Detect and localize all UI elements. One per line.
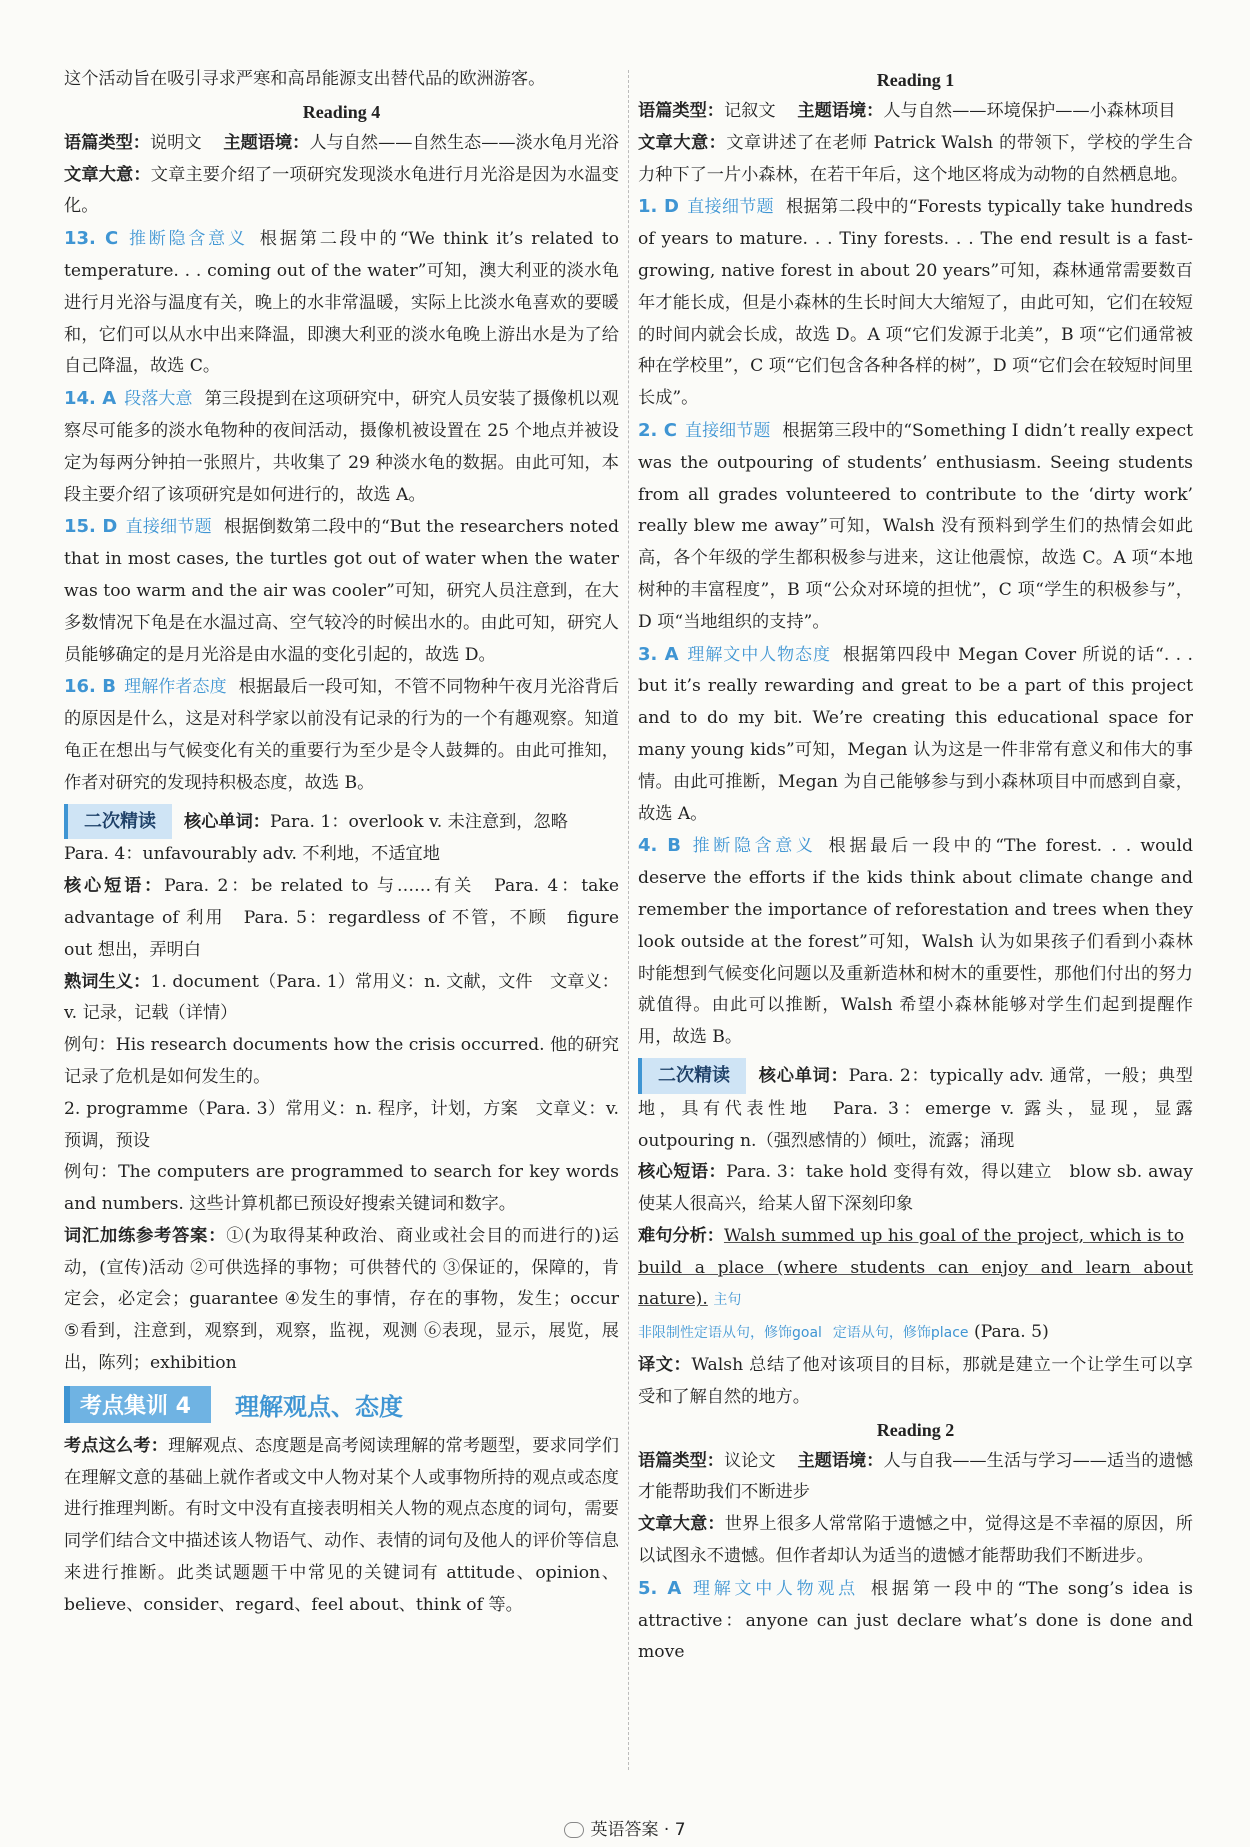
familiar-1: 1. document（Para. 1）常用义：n. 文献，文件 文章义：v. 记录，记载（详情） xyxy=(64,971,619,1024)
question-number: 15. D xyxy=(64,516,118,538)
question-5 xyxy=(638,1573,1193,1669)
core-words-value: Para. 1：overlook v. 未注意到，忽略 xyxy=(269,811,568,832)
question-16 xyxy=(64,671,619,799)
analysis-label: 难句分析： xyxy=(638,1225,724,1246)
example-2: 例句：The computers are programmed to search for key words and numbers. 这些计算机都已预设好搜索关键词和数字。 xyxy=(64,1162,619,1215)
question-explanation: 根据第二段中的“Forests typically take hundreds of years to mature. . . Tiny forests. . . The end result is a fast-growing, native forest in about 20 years”可知，森林通常需要数百年才能长成，但是小森林的生长时间大大缩短了，由此可知，它们在较短的时间内就会长成，故选 D。A 项“它们发源于北美”，B 项“它们通常被种在学校里”，C 项“它们包含各种各样的树”，D 项“它们会在较短时间里长成”。 xyxy=(638,197,1193,409)
question-number: 5. A xyxy=(638,1577,682,1599)
core-phrases-value: Para. 3：take hold 变得有效，得以建立 blow sb. away 使某人很高兴，给某人留下深刻印象 xyxy=(638,1162,1193,1215)
reading1-title: Reading 1 xyxy=(876,70,955,90)
core-phrases xyxy=(638,1157,1193,1221)
genre-label: 语篇类型： xyxy=(64,132,150,153)
note-b: 定语从句，修饰place xyxy=(832,1325,969,1342)
familiar-2: 2. programme（Para. 3）常用义：n. 程序，计划，方案 文章义：v. 预调，预设 xyxy=(64,1098,619,1151)
theme-label: 主题语境： xyxy=(223,132,310,153)
section-tag: 考点集训 4 xyxy=(64,1386,211,1423)
review-banner: 二次精读 xyxy=(638,1058,746,1094)
analysis-sentence-b: build a place (where students can enjoy and learn about nature). xyxy=(638,1257,1193,1310)
genre-value: 议论文 xyxy=(723,1450,776,1471)
question-explanation: 根据最后一段可知，不管不同物种午夜月光浴背后的原因是什么，这是对科学家以前没有记录的行为的一个有趣观察。知道龟正在想出与气候变化有关的重要行为至少是令人鼓舞的。由此可推知，作者对研究的发现持积极态度，故选 B。 xyxy=(64,677,620,793)
summary-value: 文章主要介绍了一项研究发现淡水龟进行月光浴是因为水温变化。 xyxy=(64,164,619,217)
example-1: 例句：His research documents how the crisis occurred. 他的研究记录了危机是如何发生的。 xyxy=(64,1035,619,1087)
genre-value: 记叙文 xyxy=(723,101,776,121)
analysis-para: (Para. 5) xyxy=(974,1322,1049,1343)
question-explanation: 第三段提到在这项研究中，研究人员安装了摄像机以观察尽可能多的淡水龟物种的夜间活动，摄像机被设置在 25 个地点并被设定为每两分钟拍一张照片，共收集了 29 种淡水龟的数据。由此可知，本段主要介绍了该项研究是如何进行的，故选 A。 xyxy=(64,389,619,505)
core-words-value: Para. 2：typically adv. 通常，一般；典型地，具有代表性地 Para. 3：emerge v. 露头，显现，显露 outpouring n.（强烈感情的）倾吐，流露；涌现 xyxy=(638,1065,1211,1151)
question-type: 直接细节题 xyxy=(686,197,774,218)
note-a: 非限制性定语从句，修饰goal xyxy=(638,1325,822,1342)
section-title: 理解观点、态度 xyxy=(234,1392,403,1421)
theme-value: 人与自然——自然生态——淡水龟月光浴 xyxy=(309,132,619,153)
question-type: 理解作者态度 xyxy=(123,677,227,698)
question-15 xyxy=(64,511,619,671)
core-words-2: Para. 4：unfavourably adv. 不利地，不适宜地 xyxy=(64,844,440,865)
section-header xyxy=(64,1386,619,1423)
question-explanation: 根据第三段中的“Something I didn’t really expect was the outpouring of students’ enthusiasm. Seeing students from all grades volunteered to contribute to the ‘dirty work’ really blew me away”可知，Walsh 没有预料到学生们的热情会如此高，各个年级的学生都积极参与进来，这让他震惊，故选 C。A 项“本地树种的丰富程度”，B 项“公众对环境的担忧”，C 项“学生的积极参与”，D 项“当地组织的支持”。 xyxy=(638,420,1194,632)
review-banner: 二次精读 xyxy=(64,804,172,840)
question-4 xyxy=(638,830,1193,1054)
reading4-summary xyxy=(64,160,619,224)
intro-text: 这个活动旨在吸引寻求严寒和高昂能源支出替代品的欧洲游客。 xyxy=(64,69,546,89)
theme-label: 主题语境： xyxy=(797,101,884,121)
core-words xyxy=(64,804,619,840)
summary-label: 文章大意： xyxy=(64,164,151,185)
question-number: 14. A xyxy=(64,388,117,410)
reading2-summary xyxy=(638,1509,1193,1573)
core-words xyxy=(638,1058,1211,1157)
summary-label: 文章大意： xyxy=(638,132,727,153)
translation xyxy=(638,1350,1193,1414)
question-explanation: 根据倒数第二段中的“But the researchers noted that in most cases, the turtles got out of water when the water was too warm and the air was cooler”可知，研究人员注意到，在大多数情况下龟是在水温过高、空气较冷的时候出水的。由此可知，研究人员能够确定的是月光浴是由水温的变化引起的，故选 D。 xyxy=(64,517,619,665)
question-number: 3. A xyxy=(638,643,679,665)
question-explanation: 根据最后一段中的“The forest. . . would deserve the efforts if the kids think about climate change and remember the importance of reforestation and trees when they look outside at the forest”可知，Walsh 认为如果孩子们看到小森林时能想到气候变化问题以及重新造林和树木的重要性，那他们付出的努力就值得。由此可以推断，Walsh 希望小森林能够对学生们起到提醒作用，故选 B。 xyxy=(638,836,1193,1048)
sentence-analysis xyxy=(638,1221,1193,1253)
question-type: 推断隐含意义 xyxy=(126,229,248,250)
theme-label: 主题语境： xyxy=(797,1450,884,1471)
reading2-meta xyxy=(638,1446,1193,1510)
theme-value: 人与自然——环境保护——小森林项目 xyxy=(883,101,1176,121)
question-explanation: 根据第一段中的“The song’s idea is attractive：anyone can just declare what’s done is done and move xyxy=(638,1578,1194,1663)
translation-label: 译文： xyxy=(638,1355,692,1376)
focus-value: 理解观点、态度题是高考阅读理解的常考题型，要求同学们在理解文意的基础上就作者或文中人物对某个人或事物所持的观点或态度进行推理判断。有时文中没有直接表明相关人物的观点态度的词句，需要同学们结合文中描述该人物语气、动作、表情的词句及他人的评价等信息来进行推断。此类试题题干中常见的关键词有 attitude、opinion、believe、consider、regard、feel about、think of 等。 xyxy=(64,1435,619,1615)
note-main: 主句 xyxy=(713,1292,742,1309)
summary-value: 文章讲述了在老师 Patrick Walsh 的带领下，学校的学生合力种下了一片小森林，在若干年后，这个地区将成为动物的自然栖息地。 xyxy=(638,132,1193,185)
core-phrases-label: 核心短语： xyxy=(64,876,165,897)
core-words-label: 核心单词： xyxy=(184,811,270,832)
core-phrases xyxy=(64,871,619,966)
vocab-label: 词汇加练参考答案： xyxy=(64,1225,227,1246)
analysis-sentence-a: Walsh summed up his goal of the project, which is to xyxy=(723,1225,1185,1246)
focus-label: 考点这么考： xyxy=(64,1435,169,1456)
reading1-summary xyxy=(638,128,1193,192)
question-13 xyxy=(64,223,619,383)
core-words-label: 核心单词： xyxy=(758,1065,849,1086)
vocab-value: ①(为取得某种政治、商业或社会目的而进行的)运动，(宣传)活动 ②可供选择的事物；可供替代的 ③保证的，保障的，肯定会，必定会；guarantee ④发生的事情，存在的事物，发生；occur ⑤看到，注意到，观察到，观察，监视，观测 ⑥表现，显示，展览，展出，陈列；exhibition xyxy=(64,1225,619,1374)
page-footer xyxy=(0,1815,1250,1840)
translation-value: Walsh 总结了他对该项目的目标，那就是建立一个让学生可以享受和了解自然的地方。 xyxy=(638,1355,1193,1407)
column-divider xyxy=(628,70,629,1770)
question-type: 理解文中人物态度 xyxy=(686,644,831,665)
genre-value: 说明文 xyxy=(149,132,202,153)
question-3 xyxy=(638,639,1193,831)
question-number: 1. D xyxy=(638,196,679,218)
summary-label: 文章大意： xyxy=(638,1514,725,1535)
question-explanation: 根据第四段中 Megan Cover 所说的话“. . . but it’s really rewarding and great to be a part of this project and to do my bit. We’re creating this educational space for many young kids”可知，Megan 认为这是一件非常有意义和伟大的事情。由此可推断，Megan 为自己能够参与到小森林项目中而感到自豪，故选 A。 xyxy=(638,644,1194,824)
genre-label: 语篇类型： xyxy=(638,101,724,121)
question-type: 段落大意 xyxy=(124,389,193,410)
right-column xyxy=(638,64,1211,1669)
genre-label: 语篇类型： xyxy=(638,1450,724,1471)
familiar-label: 熟词生义： xyxy=(64,971,151,992)
question-number: 13. C xyxy=(64,228,119,250)
logo-icon xyxy=(564,1822,584,1838)
core-phrases-label: 核心短语： xyxy=(638,1162,727,1183)
focus-text xyxy=(64,1431,619,1622)
summary-value: 世界上很多人常常陷于遗憾之中，觉得这是不幸福的原因，所以试图永不遗憾。但作者却认为适当的遗憾才能帮助我们不断进步。 xyxy=(638,1514,1193,1567)
reading2-title: Reading 2 xyxy=(876,1419,955,1440)
question-type: 理解文中人物观点 xyxy=(689,1578,859,1599)
reading4-meta xyxy=(64,128,619,160)
analysis-notes xyxy=(638,1317,1193,1350)
reading1-meta xyxy=(638,96,1193,128)
question-number: 2. C xyxy=(638,419,677,441)
core-phrases-value: Para. 2：be related to 与……有关 Para. 4：take advantage of 利用 Para. 5：regardless of 不管，不顾 figure out 想出，弄明白 xyxy=(64,876,619,960)
analysis-line-2 xyxy=(638,1253,1193,1318)
question-2 xyxy=(638,415,1193,639)
vocab-answers xyxy=(64,1221,619,1380)
question-type: 直接细节题 xyxy=(125,517,212,538)
question-number: 4. B xyxy=(638,835,681,857)
footer-text: 英语答案 · 7 xyxy=(590,1820,686,1840)
reading4-title: Reading 4 xyxy=(302,101,381,122)
theme-value: 人与自我——生活与学习——适当的遗憾才能帮助我们不断进步 xyxy=(638,1450,1193,1503)
question-type: 直接细节题 xyxy=(684,420,771,441)
familiar-words xyxy=(64,967,619,1031)
left-column xyxy=(64,64,619,1622)
question-14 xyxy=(64,383,619,511)
question-number: 16. B xyxy=(64,676,116,698)
question-type: 推断隐含意义 xyxy=(689,836,817,857)
question-1 xyxy=(638,191,1193,415)
question-explanation: 根据第二段中的“We think it’s related to temperature. . . coming out of the water”可知，澳大利亚的淡水龟进行月光浴与温度有关，晚上的水非常温暖，实际上比淡水龟喜欢的要暖和，它们可以从水中出来降温，即澳大利亚的淡水龟晚上游出水是为了给自己降温，故选 C。 xyxy=(64,229,619,377)
